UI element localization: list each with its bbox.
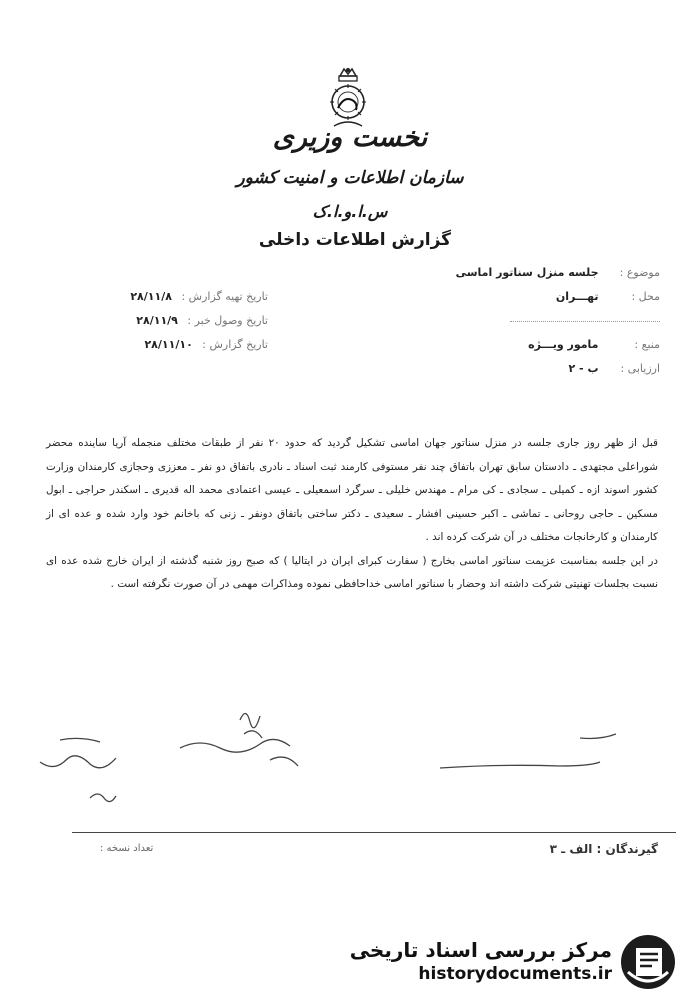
archive-url: historydocuments.ir <box>418 964 612 984</box>
meta-report-date-value: ۲۸/۱۱/۱۰ <box>144 338 193 351</box>
meta-receive-date <box>28 314 268 334</box>
report-paragraph-1: قبل از ظهر روز جاری جلسه در منزل سناتور جهان اماسی تشکیل گردید که حدود ۲۰ نفر از طبقات مختلف منجمله آریا ساینده محضر شوراعلی مجتهدی ـ دادستان سابق تهران باتفاق چند نفر مستوفی کارمند ثبت اسناد ـ نادری باتفاق دو نفر ـ معززی وحجازی کارمندان وزارت کشور اسوند ازه ـ کمیلی ـ سجادی ـ کی مرام ـ مهندس خلیلی ـ سرگرد اسمعیلی ـ عیسی اعتمادی محمد اله قدیری ـ اسکندر حراجی ـ ابول مسکین ـ حاجی روحانی ـ تماشی ـ اکبر حسینی افشار ـ سعیدی ـ دکتر ساختی باتفاق دونفر ـ زنی که باخانم خود وارد شده و عده ای از کارمندان و کارخانجات مختلف در آن شرکت کرده اند . <box>46 437 658 543</box>
org-name-savak: سازمان اطلاعات و امنیت کشور <box>236 168 464 188</box>
meta-place-label: محل : <box>631 290 660 303</box>
meta-prep-date-value: ۲۸/۱۱/۸ <box>130 290 172 303</box>
meta-source <box>340 338 660 358</box>
meta-subject-label: موضوع : <box>619 266 660 279</box>
meta-report-date-label: تاریخ گزارش : <box>202 338 268 351</box>
meta-rating-label: ارزیابی : <box>620 362 660 375</box>
meta-receive-date-value: ۲۸/۱۱/۹ <box>136 314 178 327</box>
report-body <box>46 432 658 597</box>
meta-source-value: مامور ویـــژه <box>528 338 599 351</box>
footer-divider <box>72 832 676 833</box>
copies-count-label: تعداد نسخه : <box>100 843 154 854</box>
meta-place-value: تهـــران <box>555 290 599 303</box>
meta-prep-date <box>28 290 268 310</box>
org-acronym: س.ا.و.ا.ک <box>312 202 388 221</box>
archive-logo-icon <box>618 932 678 992</box>
meta-source-label: منبع : <box>634 338 660 351</box>
report-paragraph-2: در این جلسه بمناسبت عزیمت سناتور اماسی بخارج ( سفارت کبرای ایران در ایتالیا ) که صبح روز شنبه گذشته از ایران خارج شده عده ای نسبت بجلسات تهنیتی شرکت داشته اند وحضار با سناتور اماسی خداحافظی نموده ومذاکرات مهمی در آن صورت نگرفته است . <box>46 554 658 590</box>
recipients-line: گیرندگان : الف ـ ۳ <box>549 842 658 856</box>
blank-line <box>510 321 660 322</box>
handwritten-signatures <box>30 700 650 820</box>
meta-blank-row <box>340 314 660 334</box>
report-type-title: گزارش اطلاعات داخلی <box>258 230 452 250</box>
meta-subject <box>340 266 660 286</box>
meta-receive-date-label: تاریخ وصول خبر : <box>187 314 268 327</box>
meta-place <box>340 290 660 310</box>
meta-rating-value: ب - ۲ <box>568 362 599 375</box>
meta-subject-value: جلسه منزل سناتور اماسی <box>455 266 599 279</box>
meta-report-date <box>28 338 268 358</box>
org-name-prime-ministry: نخست وزیری <box>272 122 428 153</box>
archive-name: مرکز بررسی اسناد تاریخی <box>349 938 612 962</box>
meta-prep-date-label: تاریخ تهیه گزارش : <box>181 290 268 303</box>
meta-rating <box>340 362 660 382</box>
